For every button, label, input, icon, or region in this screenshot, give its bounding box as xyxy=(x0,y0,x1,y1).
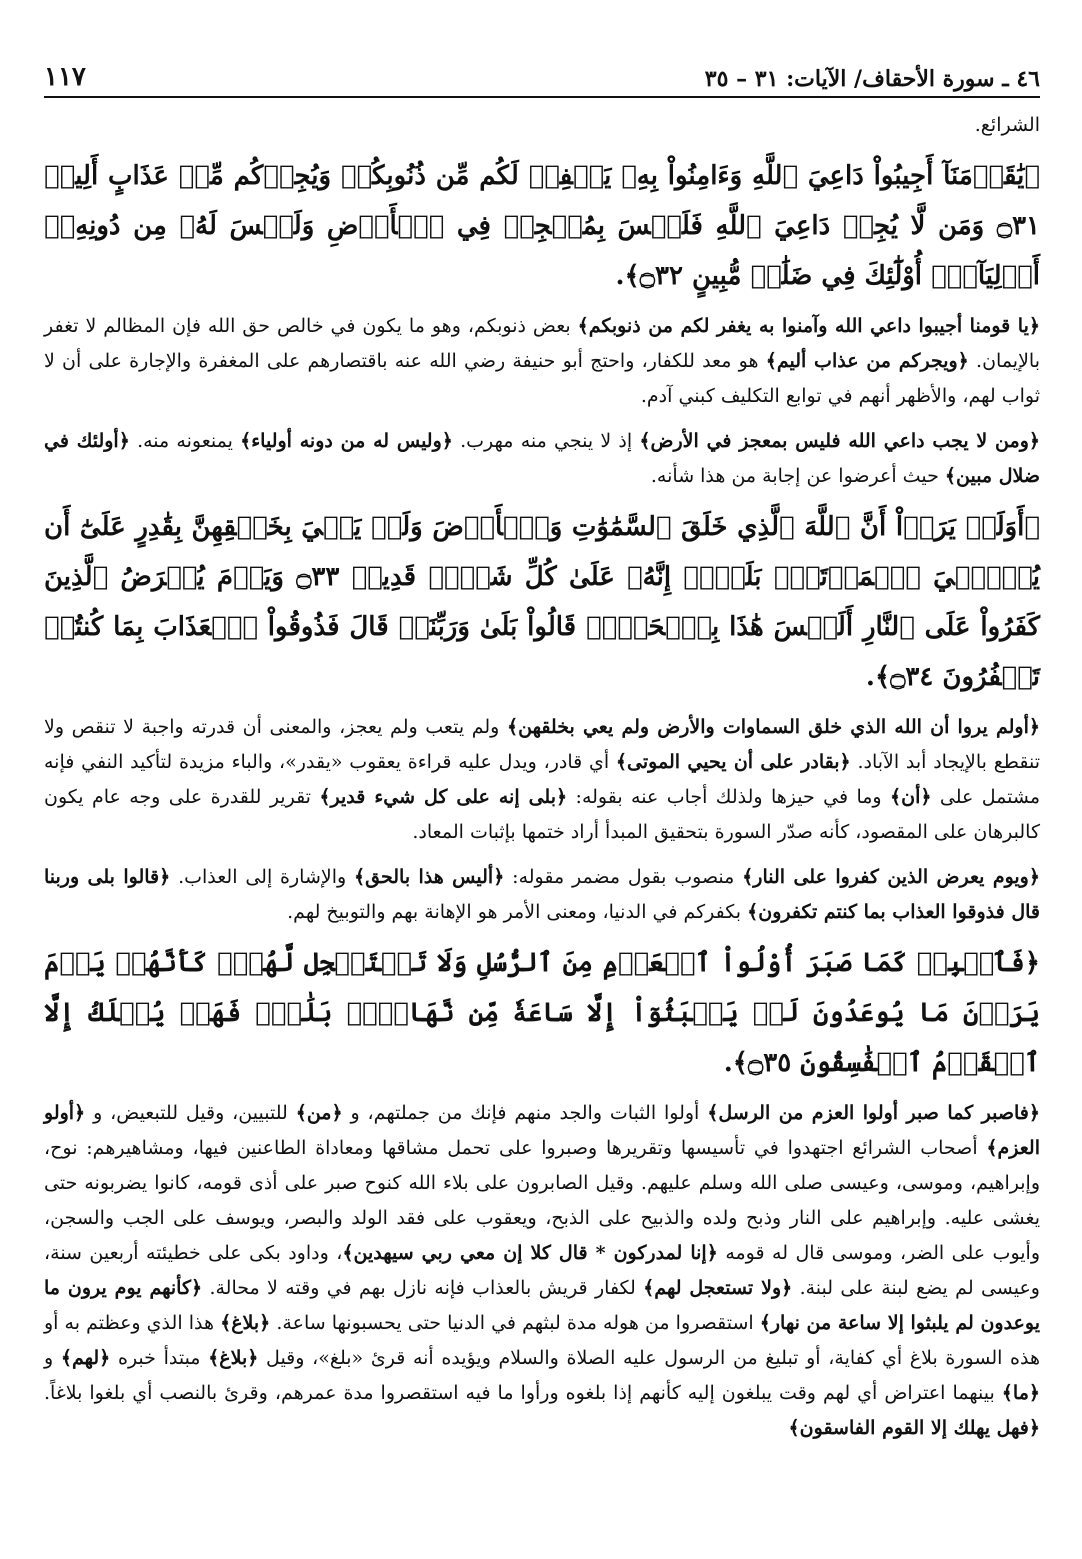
quote: ﴿بلاغ﴾ xyxy=(220,1312,271,1334)
commentary-text: هذا الذي وعظتم به أو هذه السورة بلاغ أي كفاية، أو تبليغ من الرسول عليه الصلاة والسلام ويؤيده أنه قرئ «بلغ»، وقيل xyxy=(44,1312,1041,1369)
commentary-text: مبتدأ خبره xyxy=(110,1347,209,1369)
quote: ﴿بقادر على أن يحيي الموتى﴾ xyxy=(615,751,851,773)
commentary-text: حيث أعرضوا عن إجابة من هذا شأنه. xyxy=(650,465,945,487)
quote: ﴿ويجركم من عذاب أليم﴾ xyxy=(765,350,969,372)
commentary-text: تقرير للقدرة على وجه عام يكون كالبرهان على المقصود، كأنه صدّر السورة بتحقيق المبدأ أراد ختمها بإثبات المعاد. xyxy=(44,786,1040,843)
commentary-text: ولم يتعب ولم يعجز، والمعنى أن قدرته واجبة لا تنقص ولا تنقطع بالإيجاد أبد الآباد. xyxy=(44,716,1041,773)
page-number: ١١٧ xyxy=(44,62,86,92)
quote: ﴿بلى إنه على كل شيء قدير﴾ xyxy=(319,786,568,808)
commentary-text: وما في حيزها ولذلك أجاب عنه بقوله: xyxy=(567,786,890,808)
intro-text: الشرائع. xyxy=(974,114,1040,136)
quote: ﴿بلاغ﴾ xyxy=(208,1347,259,1369)
quran-verse-33-34: ﴿أَوَلَمۡ يَرَوۡاْ أَنَّ ٱللَّهَ ٱلَّذِي خَلَقَ ٱلسَّمَٰوَٰتِ وَٱلۡأَرۡضَ وَلَمۡ يَعۡيَ بِخَلۡقِهِنَّ بِقَٰدِرٍ عَلَىٰٓ أَن يُحۡـِۧيَ ٱلۡمَوۡتَىٰۚ بَلَىٰٓۚ إِنَّهُۥ عَلَىٰ كُلِّ شَيۡءٖ قَدِيرٞ ۝٣٣ وَيَوۡمَ يُعۡرَضُ ٱلَّذِينَ كَفَرُواْ عَلَى ٱلنَّارِ أَلَيۡسَ هَٰذَا بِٱلۡحَقِّۖ قَالُواْ بَلَىٰ وَرَبِّنَاۚ قَالَ فَذُوقُواْ ٱلۡعَذَابَ بِمَا كُنتُمۡ تَكۡفُرُونَ ۝٣٤﴾. xyxy=(44,512,1040,692)
quote: ﴿ومن لا يجب داعي الله فليس بمعجز في الأرض﴾ xyxy=(639,430,1041,452)
quote: ﴿وليس له من دونه أولياء﴾ xyxy=(240,430,453,452)
commentary-text: منصوب بقول مضمر مقوله: xyxy=(504,866,743,888)
quote: ﴿لهم﴾ xyxy=(60,1347,111,1369)
running-title: ٤٦ ـ سورة الأحقاف/ الآيات: ٣١ – ٣٥ xyxy=(704,66,1040,92)
commentary-text: إذ لا ينجي منه مهرب. xyxy=(452,430,640,452)
quote: ﴿ويوم يعرض الذين كفروا على النار﴾ xyxy=(742,866,1040,888)
commentary-paragraph-1 xyxy=(44,309,1040,414)
commentary-text: بينهما اعتراض أي لهم وقت يبلغون إليه كأنهم إذا بلغوه ورأوا ما فيه استقصروا مدة عمرهم، وقرئ بالنصب أي بلغوا بلاغاً. xyxy=(44,1382,1002,1404)
quote: ﴿أولئك في ضلال مبين﴾ xyxy=(44,430,1040,487)
commentary-text: أولوا الثبات والجد منهم فإنك من جملتهم، و xyxy=(342,1102,708,1124)
commentary-text: يمنعونه منه. xyxy=(129,430,241,452)
commentary-paragraph-3 xyxy=(44,710,1040,850)
commentary-text: أصحاب الشرائع اجتهدوا في تأسيسها وتقريرها وصبروا على تحمل مشاقها ومعاداة الطاعنين فيها، ومشاهيرهم: نوح، وإبراهيم، وموسى، وعيسى صلى الله وسلم عليهم. وقيل الصابرون على بلاء الله كنوح صبر على أذى قومه، كانوا يضربونه حتى يغشى عليه. وإبراهيم على النار وذبح ولده والذبيح على الذبح، ويعقوب على فقد الولد والبصر، ويوسف على الجب والسجن، وأيوب على الضر، وموسى قال له قومه xyxy=(44,1137,1041,1264)
commentary-text: استقصروا من هوله مدة لبثهم في الدنيا حتى يحسبونها ساعة. xyxy=(270,1312,760,1334)
quote: ﴿أولم يروا أن الله الذي خلق السماوات والأرض ولم يعي بخلقهن﴾ xyxy=(506,716,1040,738)
quote: ﴿أولو العزم﴾ xyxy=(44,1102,1040,1159)
quote: ﴿إنا لمدركون * قال كلا إن معي ربي سيهدين﴾ xyxy=(342,1242,718,1264)
quote: ﴿قالوا بلى وربنا قال فذوقوا العذاب بما كنتم تكفرون﴾ xyxy=(44,866,1040,923)
quote: ﴿أليس هذا بالحق﴾ xyxy=(354,866,505,888)
quote: ﴿يا قومنا أجيبوا داعي الله وآمنوا به يغفر لكم من ذنوبكم﴾ xyxy=(577,315,1040,337)
commentary-text: لكفار قريش بالعذاب فإنه نازل بهم في وقته لا محالة. xyxy=(202,1277,644,1299)
commentary-text: للتبيين، وقيل للتبعيض، و xyxy=(85,1102,296,1124)
commentary-paragraph-2 xyxy=(44,424,1040,494)
quote: ﴿كأنهم يوم يرون ما يوعدون لم يلبثوا إلا ساعة من نهار﴾ xyxy=(44,1277,1040,1334)
commentary-paragraph-5 xyxy=(44,1096,1040,1446)
commentary-text: و xyxy=(44,1347,61,1369)
commentary-text: والإشارة إلى العذاب. xyxy=(170,866,354,888)
quote: ﴿أن﴾ xyxy=(890,786,932,808)
commentary-text: بكفركم في الدنيا، ومعنى الأمر هو الإهانة بهم والتوبيخ لهم. xyxy=(287,901,748,923)
commentary-text: هو معد للكفار، واحتج أبو حنيفة رضي الله عنه باقتصارهم على المغفرة والإجارة على أن لا ثواب لهم، والأظهر أنهم في توابع التكليف كبني آدم. xyxy=(44,350,1040,407)
quote: ﴿فهل يهلك إلا القوم الفاسقون﴾ xyxy=(788,1417,1040,1439)
quran-verse-35: ﴿فَٱصۡبِرۡ كَمَا صَبَرَ أُوْلُواْ ٱلۡعَزۡمِ مِنَ ٱلرُّسُلِ وَلَا تَسۡتَعۡجِل لَّهُمۡۚ كَأَنَّهُمۡ يَوۡمَ يَرَوۡنَ مَا يُوعَدُونَ لَمۡ يَلۡبَثُوٓاْ إِلَّا سَاعَةٗ مِّن نَّهَارِۭۚ بَلَٰغٞۚ فَهَلۡ يُهۡلَكُ إِلَّا ٱلۡقَوۡمُ ٱلۡفَٰسِقُونَ ۝٣٥﴾. xyxy=(44,948,1040,1078)
quote: ﴿ما﴾ xyxy=(1001,1382,1040,1404)
commentary-text: أي قادر، ويدل عليه قراءة يعقوب «يقدر»، والباء مزيدة لتأكيد النفي فإنه مشتمل على xyxy=(44,751,1041,808)
page-header xyxy=(44,40,1040,98)
commentary-text: بعض ذنوبكم، وهو ما يكون في خالص حق الله فإن المظالم لا تغفر بالإيمان. xyxy=(44,315,1040,372)
commentary-paragraph-4 xyxy=(44,860,1040,930)
quote: ﴿ولا تستعجل لهم﴾ xyxy=(643,1277,793,1299)
intro-line xyxy=(44,108,1040,143)
commentary-text: ، وداود بكى على خطيئته أربعين سنة، وعيسى لم يضع لبنة على لبنة. xyxy=(44,1242,1040,1299)
quote: ﴿من﴾ xyxy=(295,1102,343,1124)
quote: ﴿فاصبر كما صبر أولوا العزم من الرسل﴾ xyxy=(707,1102,1041,1124)
quran-verse-31-32: ﴿يَٰقَوۡمَنَآ أَجِيبُواْ دَاعِيَ ٱللَّهِ وَءَامِنُواْ بِهِۦ يَغۡفِرۡ لَكُم مِّن ذُنُوبِكُمۡ وَيُجِرۡكُم مِّنۡ عَذَابٍ أَلِيمٖ ۝٣١ وَمَن لَّا يُجِبۡ دَاعِيَ ٱللَّهِ فَلَيۡسَ بِمُعۡجِزٖ فِي ٱلۡأَرۡضِ وَلَيۡسَ لَهُۥ مِن دُونِهِۦٓ أَوۡلِيَآءُۚ أُوْلَٰٓئِكَ فِي ضَلَٰلٖ مُّبِينٍ ۝٣٢﴾. xyxy=(44,161,1040,291)
